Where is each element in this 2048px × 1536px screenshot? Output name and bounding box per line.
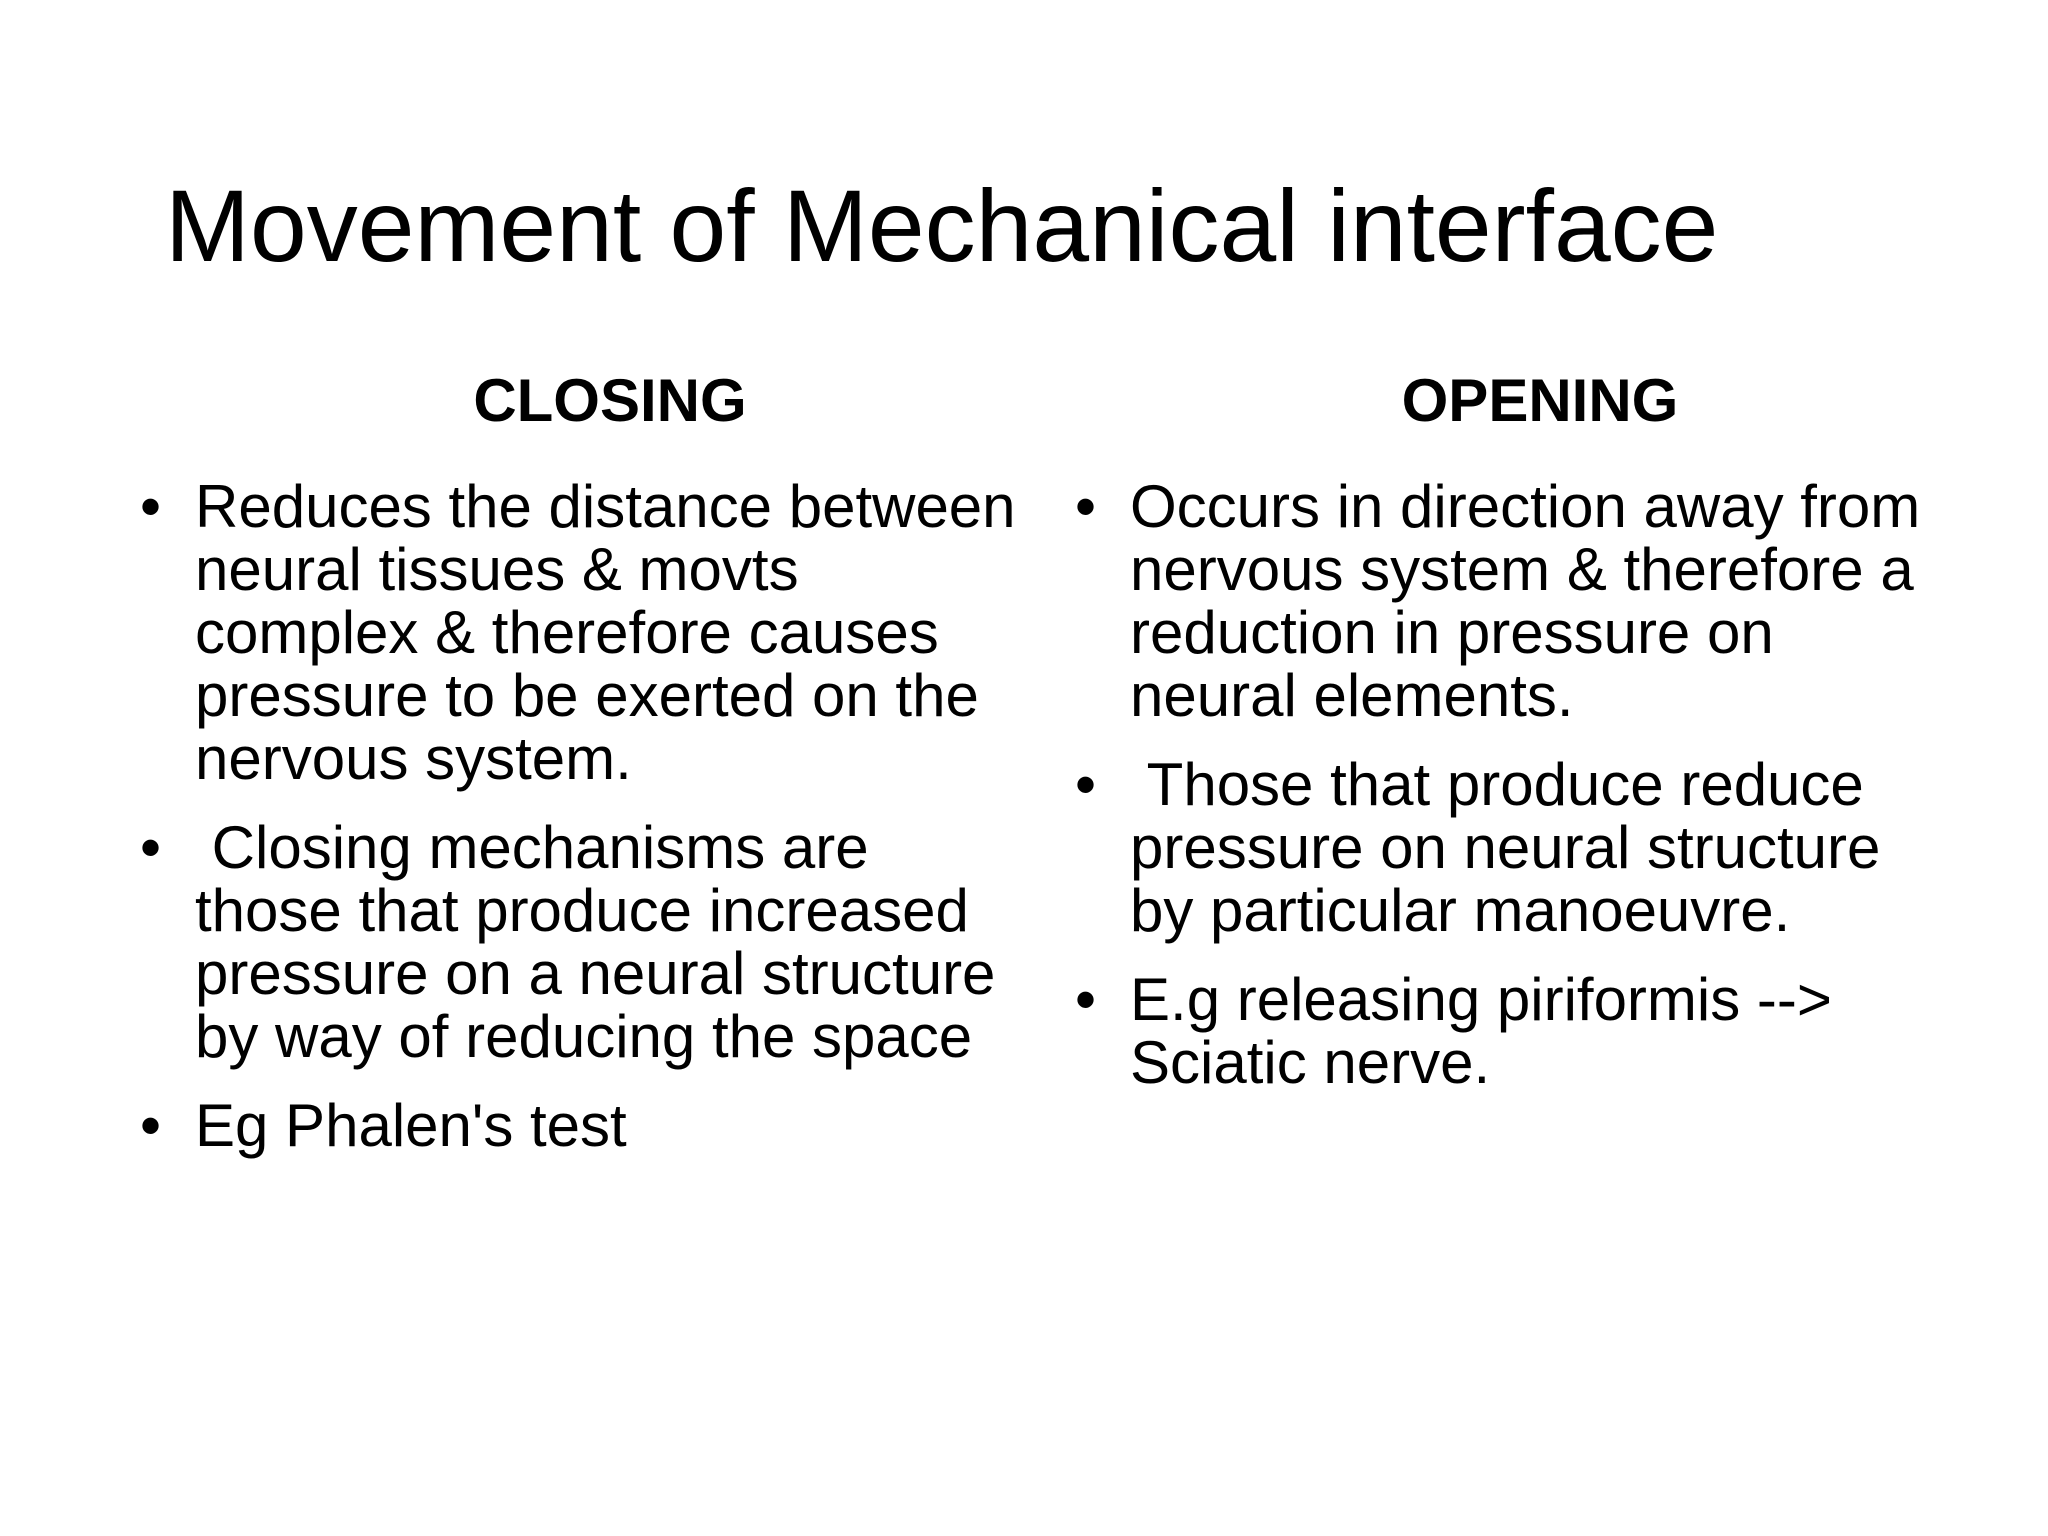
bullet-item: [1075, 475, 1925, 727]
bullet-text: Eg Phalen's test: [195, 1092, 627, 1159]
bullet-text: E.g releasing piriformis --> Sciatic nerve.: [1130, 966, 1832, 1096]
bullet-icon: •: [1075, 473, 1097, 540]
bullet-item: [140, 816, 1020, 1068]
bullet-item: [1075, 968, 1925, 1094]
closing-heading: CLOSING: [473, 367, 747, 434]
bullet-icon: •: [140, 814, 162, 881]
bullet-text: Those that produce reduce pressure on neural structure by particular manoeuvre.: [1130, 751, 1881, 944]
bullet-icon: •: [140, 1092, 162, 1159]
opening-heading: OPENING: [1401, 367, 1679, 434]
bullet-text: Reduces the distance between neural tissues & movts complex & therefore causes pressure to be exerted on the nervous system.: [195, 473, 1016, 792]
closing-bullet-list: [140, 475, 1020, 1183]
bullet-icon: •: [1075, 966, 1097, 1033]
bullet-text: Occurs in direction away from nervous system & therefore a reduction in pressure on neural elements.: [1130, 473, 1921, 729]
bullet-item: [1075, 753, 1925, 942]
bullet-icon: •: [140, 473, 162, 540]
opening-bullet-list: [1075, 475, 1925, 1120]
bullet-item: [140, 1094, 1020, 1157]
bullet-icon: •: [1075, 751, 1097, 818]
bullet-text: Closing mechanisms are those that produce increased pressure on a neural structure by way of reducing the space: [195, 814, 996, 1070]
bullet-item: [140, 475, 1020, 790]
slide-title: Movement of Mechanical interface: [165, 169, 1719, 283]
